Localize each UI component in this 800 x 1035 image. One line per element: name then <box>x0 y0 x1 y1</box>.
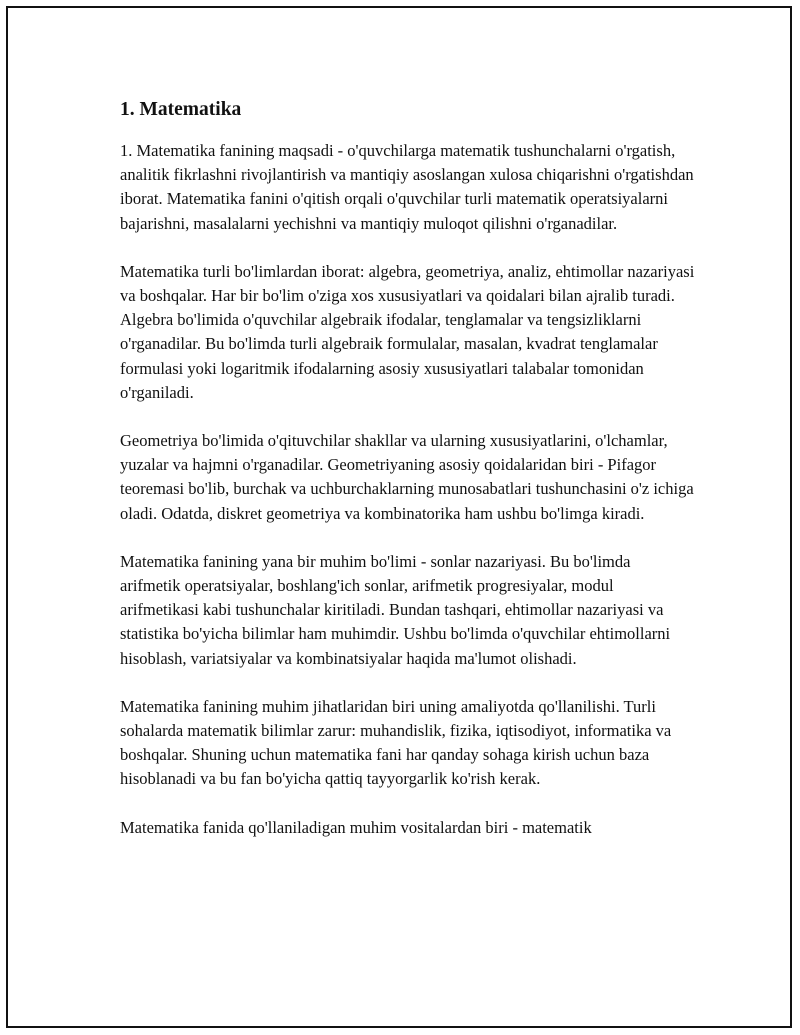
paragraph-1: 1. Matematika fanining maqsadi - o'quvchilarga matematik tushunchalarni o'rgatish, analitik fikrlashni rivojlantirish va mantiqiy asoslangan xulosa chiqarishni o'rgatishdan iborat. Matematika fanini o'qitish orqali o'quvchilar turli matematik operatsiyalarni bajarishni, masalalarni yechishni va mantiqiy muloqot qilishni o'rganadilar. <box>120 141 694 233</box>
paragraph-6: Matematika fanida qo'llaniladigan muhim vositalardan biri - matematik <box>120 817 592 837</box>
page-content <box>120 98 695 864</box>
section-heading: 1. Matematika <box>120 99 242 120</box>
paragraph-3: Geometriya bo'limida o'qituvchilar shakllar va ularning xususiyatlarini, o'lchamlar, yuzalar va hajmni o'rganadilar. Geometriyaning asosiy qoidalaridan biri - Pifagor teoremasi bo'lib, burchak va uchburchaklarning munosabatlari tushunchasini o'z ichiga oladi. Odatda, diskret geometriya va kombinatorika ham ushbu bo'limga kiradi. <box>120 431 694 523</box>
document-page <box>6 6 792 1028</box>
paragraph-4: Matematika fanining yana bir muhim bo'limi - sonlar nazariyasi. Bu bo'limda arifmetik operatsiyalar, boshlang'ich sonlar, arifmetik progresiyalar, modul arifmetikasi kabi tushunchalar kiritiladi. Bundan tashqari, ehtimollar nazariyasi va statistika bo'yicha bilimlar ham muhimdir. Ushbu bo'limda o'quvchilar ehtimollarni hisoblash, variatsiyalar va kombinatsiyalar haqida ma'lumot olishadi. <box>120 551 671 668</box>
paragraph-2: Matematika turli bo'limlardan iborat: algebra, geometriya, analiz, ehtimollar nazariyasi va boshqalar. Har bir bo'lim o'ziga xos xususiyatlari va qoidalari bilan ajralib turadi. Algebra bo'limida o'quvchilar algebraik ifodalar, tenglamalar va tengsizliklarni o'rganadilar. Bu bo'limda turli algebraik formulalar, masalan, kvadrat tenglamalar formulasi yoki logaritmik ifodalarning asosiy xususiyatlari talabalar tomonidan o'rganiladi. <box>120 261 695 402</box>
paragraph-5: Matematika fanining muhim jihatlaridan biri uning amaliyotda qo'llanilishi. Turli sohalarda matematik bilimlar zarur: muhandislik, fizika, iqtisodiyot, informatika va boshqalar. Shuning uchun matematika fani har qanday sohaga kirish uchun baza hisoblanadi va bu fan bo'yicha qattiq tayyorgarlik ko'rish kerak. <box>120 696 672 789</box>
